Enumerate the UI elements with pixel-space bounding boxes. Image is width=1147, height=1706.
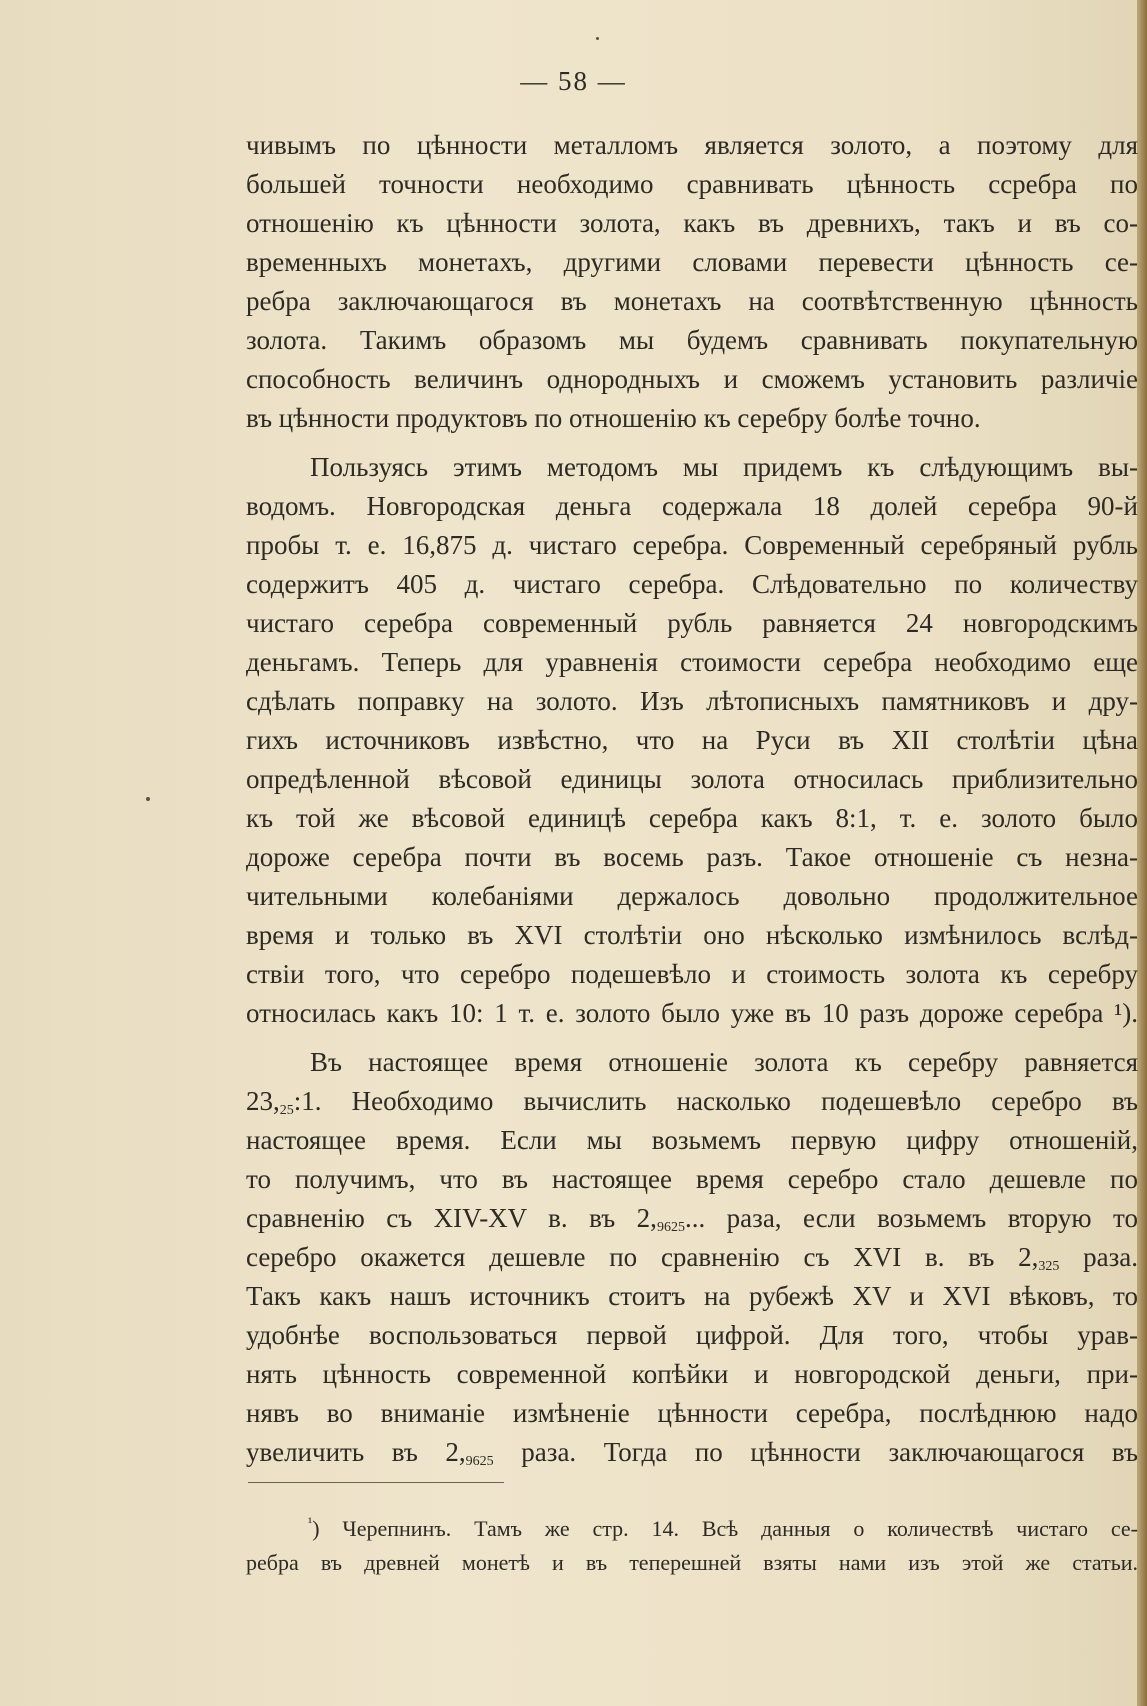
text-line: деньгамъ. Теперь для уравненія стоимости серебра необходимо еще: [246, 647, 1138, 677]
footnote: [246, 1512, 1138, 1580]
paragraph-1: [246, 126, 1138, 438]
text-line: нявъ во вниманіе измѣненіе цѣнности серебра, послѣднюю надо: [246, 1398, 1138, 1428]
text-line: золота. Такимъ образомъ мы будемъ сравнивать покупательную: [246, 325, 1138, 355]
page-number: — 58 —: [520, 66, 627, 96]
text-line: $23,_{25}:1$. Необходимо вычислить насколько подешевѣло серебро въ: [246, 1086, 1138, 1118]
subscript-digits: 9625: [656, 1220, 685, 1235]
paper-speck: [596, 37, 599, 40]
text-line: способность величинъ однородныхъ и сможемъ установить различіе: [246, 364, 1138, 394]
subscript-digits: 25: [279, 1103, 294, 1118]
text-line: Такъ какъ нашъ источникъ стоитъ на рубежѣ XV и XVI вѣковъ, то: [246, 1281, 1138, 1311]
text-line: то получимъ, что въ настоящее время серебро стало дешевле по: [246, 1164, 1138, 1194]
text-line: чивымъ по цѣнности металломъ является золото, а поэтому для: [246, 130, 1138, 160]
text-line: дороже серебра почти въ восемь разъ. Такое отношеніе съ незна-: [246, 842, 1138, 872]
footnote-line: ребра въ древней монетѣ и въ теперешней взяты нами изъ этой же статьи.: [246, 1550, 1138, 1575]
text-line: содержитъ 405 д. чистаго серебра. Слѣдовательно по количеству: [246, 569, 1138, 599]
text-line: Въ настоящее время отношеніе золота къ серебру равняется: [310, 1047, 1138, 1077]
text-line: отношенію къ цѣнности золота, какъ въ древнихъ, такъ и въ со-: [246, 208, 1138, 238]
text-line: чительными колебаніями держалось довольно продолжительное: [246, 881, 1138, 911]
text-line: настоящее время. Если мы возьмемъ первую цифру отношеній,: [246, 1125, 1138, 1155]
text-line: ствіи того, что серебро подешевѣло и стоимость золота къ серебру: [246, 959, 1138, 989]
text-line: опредѣленной вѣсовой единицы золота относилась приблизительно: [246, 764, 1138, 794]
text-line: увеличить въ $2,_{9625}$ раза. Тогда по цѣнности заключающагося въ: [246, 1437, 1138, 1469]
footnote-marker: ¹: [308, 1516, 313, 1531]
text-line: гихъ источниковъ извѣстно, что на Руси въ XII столѣтіи цѣна: [246, 725, 1138, 755]
text-line: ребра заключающагося въ монетахъ на соотвѣтственную цѣнность: [246, 286, 1138, 316]
text-line: пробы т. е. 16,875 д. чистаго серебра. Современный серебряный рубль: [246, 530, 1138, 560]
footnote-divider: [248, 1482, 504, 1483]
footnote-line: $^{^1}$) Черепнинъ. Тамъ же стр. 14. Всѣ данныя о количествѣ чистаго се-: [308, 1516, 1138, 1541]
text-line: относилась какъ 10: 1 т. е. золото было уже въ 10 разъ дороже серебра ¹).: [246, 998, 1138, 1028]
paragraph-2: [246, 448, 1138, 1033]
text-line: сдѣлать поправку на золото. Изъ лѣтописныхъ памятниковъ и дру-: [246, 686, 1138, 716]
text-line: большей точности необходимо сравнивать цѣнность ссребра по: [246, 169, 1138, 199]
text-line: водомъ. Новгородская деньга содержала 18 долей серебра 90-й: [246, 491, 1138, 521]
text-line: время и только въ XVI столѣтіи оно нѣсколько измѣнилось вслѣд-: [246, 920, 1138, 950]
text-line: нять цѣнность современной копѣйки и новгородской деньги, при-: [246, 1359, 1138, 1389]
text-line: Пользуясь этимъ методомъ мы придемъ къ слѣдующимъ вы-: [310, 452, 1138, 482]
page-edge: [1137, 0, 1147, 1706]
subscript-digits: 9625: [465, 1454, 494, 1469]
text-line: серебро окажется дешевле по сравненію съ XVI в. въ $2,_{325}$ раза.: [246, 1242, 1139, 1274]
text-line: въ цѣнности продуктовъ по отношенію къ серебру болѣе точно.: [246, 403, 981, 433]
body-text: [246, 126, 1138, 1472]
text-line: удобнѣе воспользоваться первой цифрой. Для того, чтобы урав-: [246, 1320, 1138, 1350]
paragraph-3: [246, 1043, 1138, 1472]
text-line: временныхъ монетахъ, другими словами перевести цѣнность се-: [246, 247, 1138, 277]
text-line: чистаго серебра современный рубль равняется 24 новгородскимъ: [246, 608, 1138, 638]
paper-speck: [146, 797, 150, 801]
text-line: сравненію съ XIV-XV в. въ $2,_{9625}$... раза, если возьмемъ вторую то: [246, 1203, 1138, 1235]
subscript-digits: 325: [1038, 1259, 1060, 1274]
text-line: къ той же вѣсовой единицѣ серебра какъ 8:1, т. е. золото было: [246, 803, 1138, 833]
